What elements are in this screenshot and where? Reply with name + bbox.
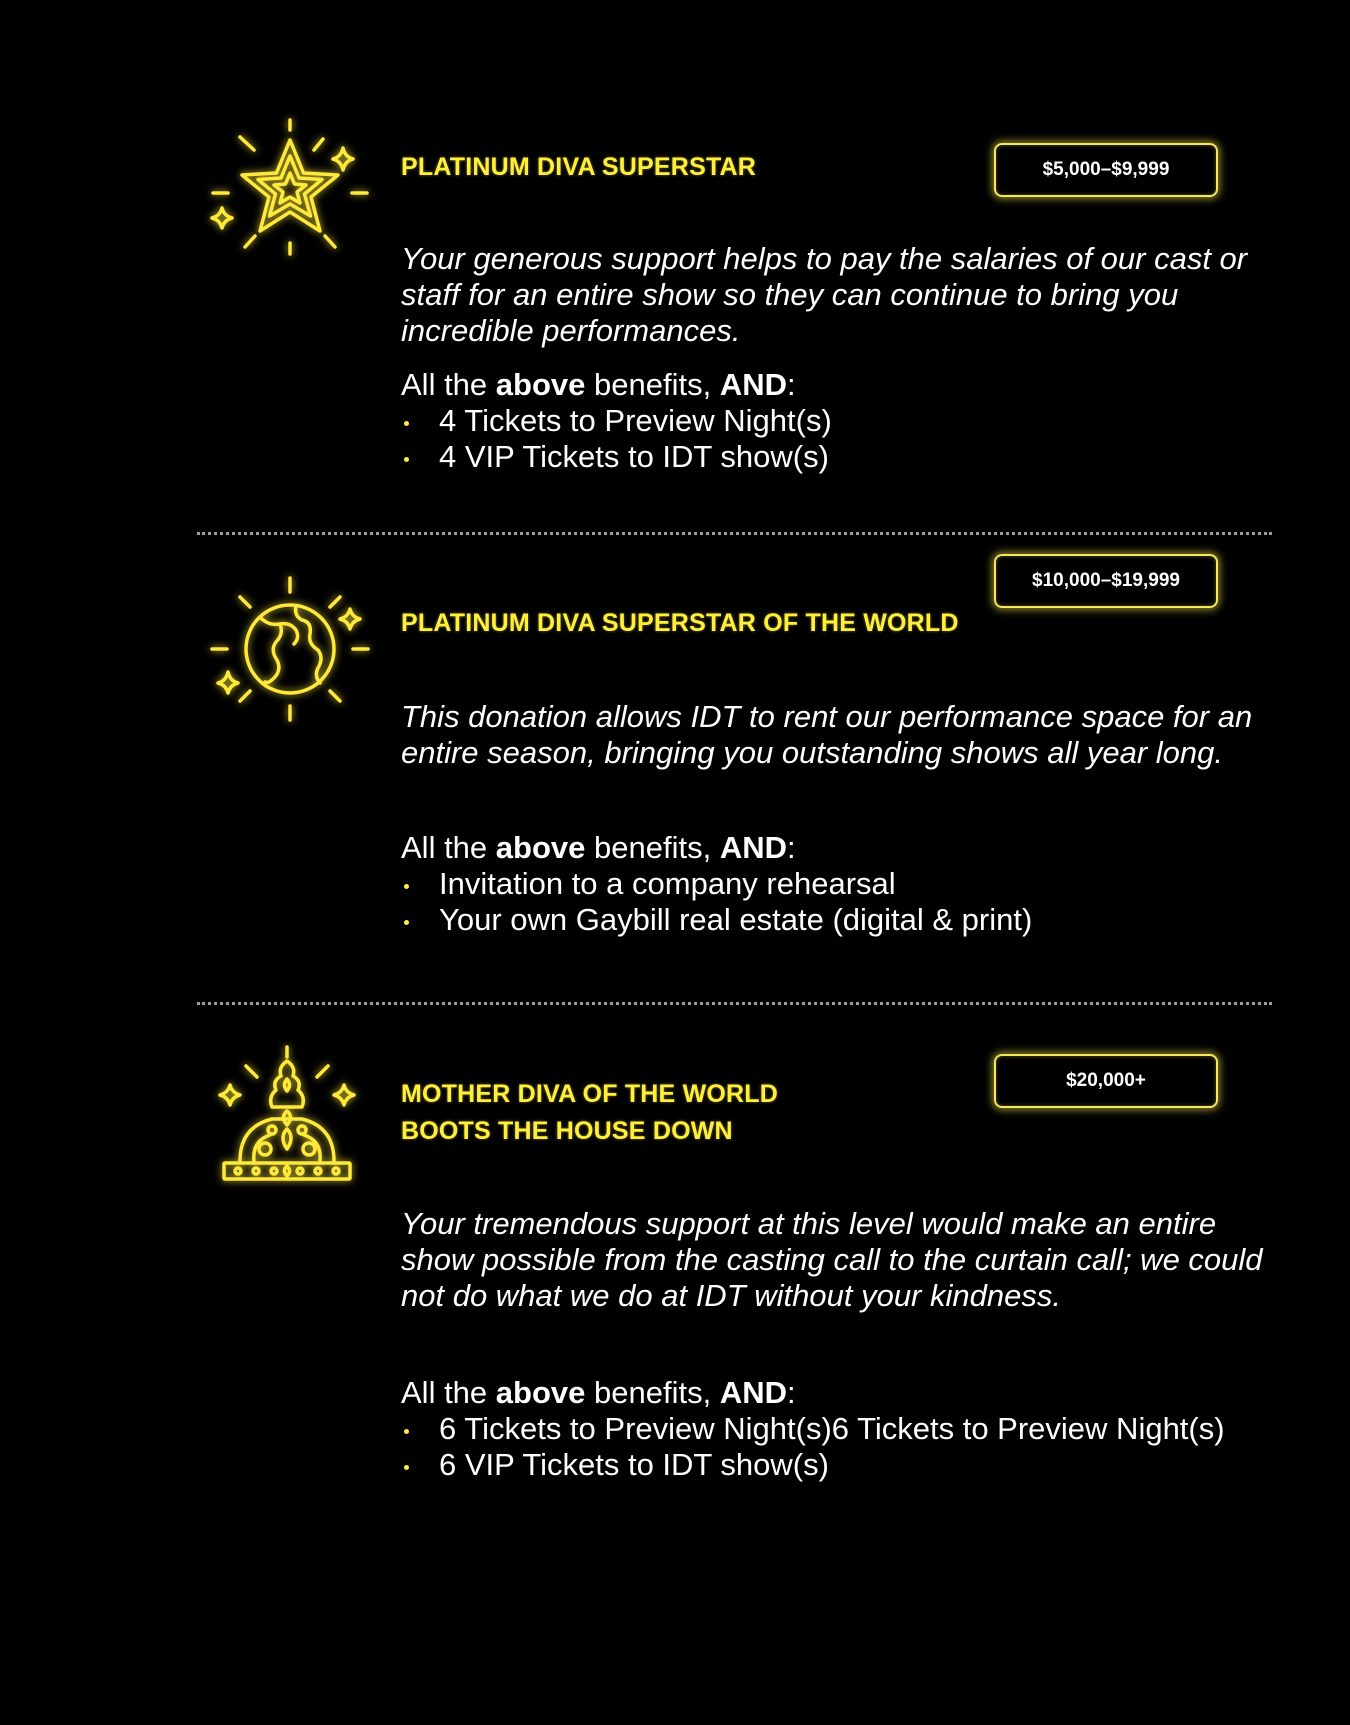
tier-title xyxy=(401,1076,778,1150)
price-range-button[interactable]: $20,000+ xyxy=(994,1054,1218,1108)
tier-description: This donation allows IDT to rent our performance space for an entire season, bringing you outstanding shows all year long. xyxy=(401,699,1253,770)
globe-icon xyxy=(210,572,370,732)
list-item: 6 VIP Tickets to IDT show(s) xyxy=(401,1447,1271,1483)
benefits-intro-middle: benefits, xyxy=(585,367,720,402)
benefits-intro-middle: benefits, xyxy=(585,1375,720,1410)
section-divider xyxy=(197,532,1272,535)
list-item: 4 Tickets to Preview Night(s) xyxy=(401,403,1271,439)
benefits-intro-and: AND xyxy=(719,1375,787,1410)
star-icon xyxy=(210,113,370,273)
benefits-intro-suffix: : xyxy=(786,367,796,402)
benefits-intro xyxy=(401,830,1271,866)
benefits-intro-middle: benefits, xyxy=(585,830,720,865)
price-range-button[interactable]: $10,000–$19,999 xyxy=(994,554,1218,608)
tier-title xyxy=(401,149,756,186)
tier-title-line: PLATINUM DIVA SUPERSTAR OF THE WORLD xyxy=(401,609,959,637)
benefits-intro xyxy=(401,1375,1271,1411)
benefits-list xyxy=(401,367,1271,475)
benefits-intro-suffix: : xyxy=(786,1375,796,1410)
benefits-intro-above: above xyxy=(495,1375,586,1410)
tier-title-line: PLATINUM DIVA SUPERSTAR xyxy=(401,153,757,181)
tier-title-line: MOTHER DIVA OF THE WORLD xyxy=(401,1080,778,1108)
benefits-intro-prefix: All the xyxy=(401,1375,496,1410)
benefits-intro-and: AND xyxy=(719,367,787,402)
list-item: 4 VIP Tickets to IDT show(s) xyxy=(401,439,1271,475)
tier-description: Your generous support helps to pay the salaries of our cast or staff for an entire show so they can continue to bring you incredible performances. xyxy=(401,241,1248,348)
benefits-intro xyxy=(401,367,1271,403)
section-divider xyxy=(197,1002,1272,1005)
price-range-button[interactable]: $5,000–$9,999 xyxy=(994,143,1218,197)
list-item: Your own Gaybill real estate (digital & print) xyxy=(401,902,1271,938)
benefits-intro-prefix: All the xyxy=(401,367,496,402)
benefits-intro-above: above xyxy=(495,830,586,865)
crown-icon xyxy=(210,1045,370,1205)
tier-title xyxy=(401,605,959,642)
list-item: Invitation to a company rehearsal xyxy=(401,866,1271,902)
benefits-list xyxy=(401,830,1271,938)
benefits-intro-suffix: : xyxy=(786,830,796,865)
benefits-intro-prefix: All the xyxy=(401,830,496,865)
benefits-list xyxy=(401,1375,1271,1483)
tier-description: Your tremendous support at this level would make an entire show possible from the casting call to the curtain call; we could not do what we do at IDT without your kindness. xyxy=(401,1206,1263,1313)
list-item: 6 Tickets to Preview Night(s)6 Tickets to Preview Night(s) xyxy=(401,1411,1271,1447)
tier-title-line: BOOTS THE HOUSE DOWN xyxy=(401,1117,733,1145)
benefits-intro-and: AND xyxy=(719,830,787,865)
benefits-intro-above: above xyxy=(495,367,586,402)
